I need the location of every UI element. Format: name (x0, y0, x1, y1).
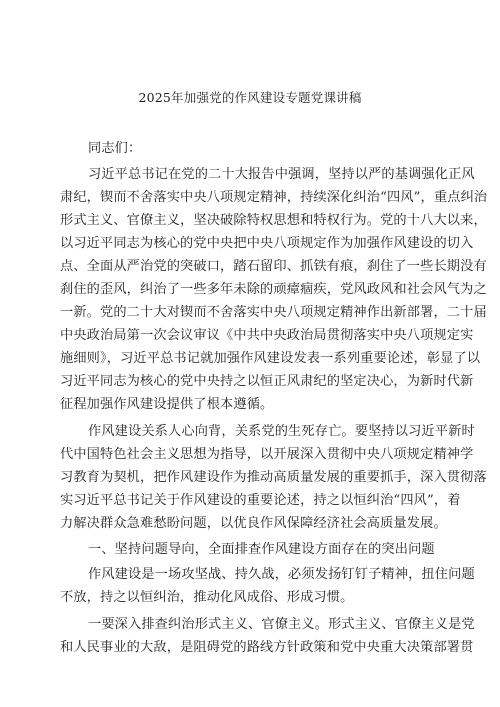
document-title: 2025年加强党的作风建设专题党课讲稿 (138, 90, 362, 105)
paragraph-line: 代中国特色社会主义思想为指导，以开展深入贯彻中央八项规定精神学 (60, 447, 474, 462)
paragraph-line: 中央政治局第一次会议审议《中共中央政治局贯彻落实中央八项规定实 (60, 328, 474, 343)
paragraph-line: 作风建设是一场攻坚战、持久战，必须发扬钉钉子精神，扭住问题 (88, 567, 475, 582)
paragraph-line: 习近平总书记在党的二十大报告中强调，坚持以严的基调强化正风 (88, 167, 475, 182)
paragraph-line: 习近平同志为核心的党中央持之以恒正风肃纪的坚定决心，为新时代新 (60, 374, 474, 389)
paragraph-line: 一要深入排查纠治形式主义、官僚主义。形式主义、官僚主义是党 (88, 617, 475, 632)
paragraph-line: 肃纪，锲而不舍落实中央八项规定精神，持续深化纠治“四风”，重点纠治 (60, 190, 488, 205)
paragraph-line: 点、全面从严治党的突破口，踏石留印、抓铁有痕，刹住了一些长期没有 (60, 259, 487, 274)
paragraph-line: 一新。党的二十大对锲而不舍落实中央八项规定精神作出新部署，二十届 (60, 305, 487, 320)
section-heading: 一、坚持问题导向，全面排查作风建设方面存在的突出问题 (88, 542, 435, 557)
paragraph-line: 征程加强作风建设提供了根本遵循。 (60, 397, 274, 412)
paragraph-line: 不放，持之以恒纠治，推动化风成俗、形成习惯。 (60, 590, 354, 605)
paragraph-line: 和人民事业的大敌，是阻碍党的路线方针政策和党中央重大决策部署贯 (60, 640, 474, 655)
paragraph-line: 习教育为契机，把作风建设作为推动高质量发展的重要抓手，深入贯彻落 (60, 470, 487, 485)
paragraph-line: 作风建设关系人心向背，关系党的生死存亡。要坚持以习近平新时 (88, 424, 475, 439)
paragraph-line: 实习近平总书记关于作风建设的重要论述，持之以恒纠治“四风”，着 (60, 493, 461, 508)
paragraph-line: 刹住的歪风，纠治了一些多年未除的顽瘴痼疾，党风政风和社会风气为之 (60, 282, 487, 297)
paragraph-line: 力解决群众急难愁盼问题，以优良作风保障经济社会高质量发展。 (60, 516, 447, 531)
paragraph-line: 形式主义、官僚主义，坚决破除特权思想和特权行为。党的十八大以来， (60, 213, 487, 228)
paragraph-line: 施细则》，习近平总书记就加强作风建设发表一系列重要论述，彰显了以 (60, 351, 481, 366)
salutation: 同志们： (88, 141, 142, 156)
paragraph-line: 以习近平同志为核心的党中央把中央八项规定作为加强作风建设的切入 (60, 236, 474, 251)
